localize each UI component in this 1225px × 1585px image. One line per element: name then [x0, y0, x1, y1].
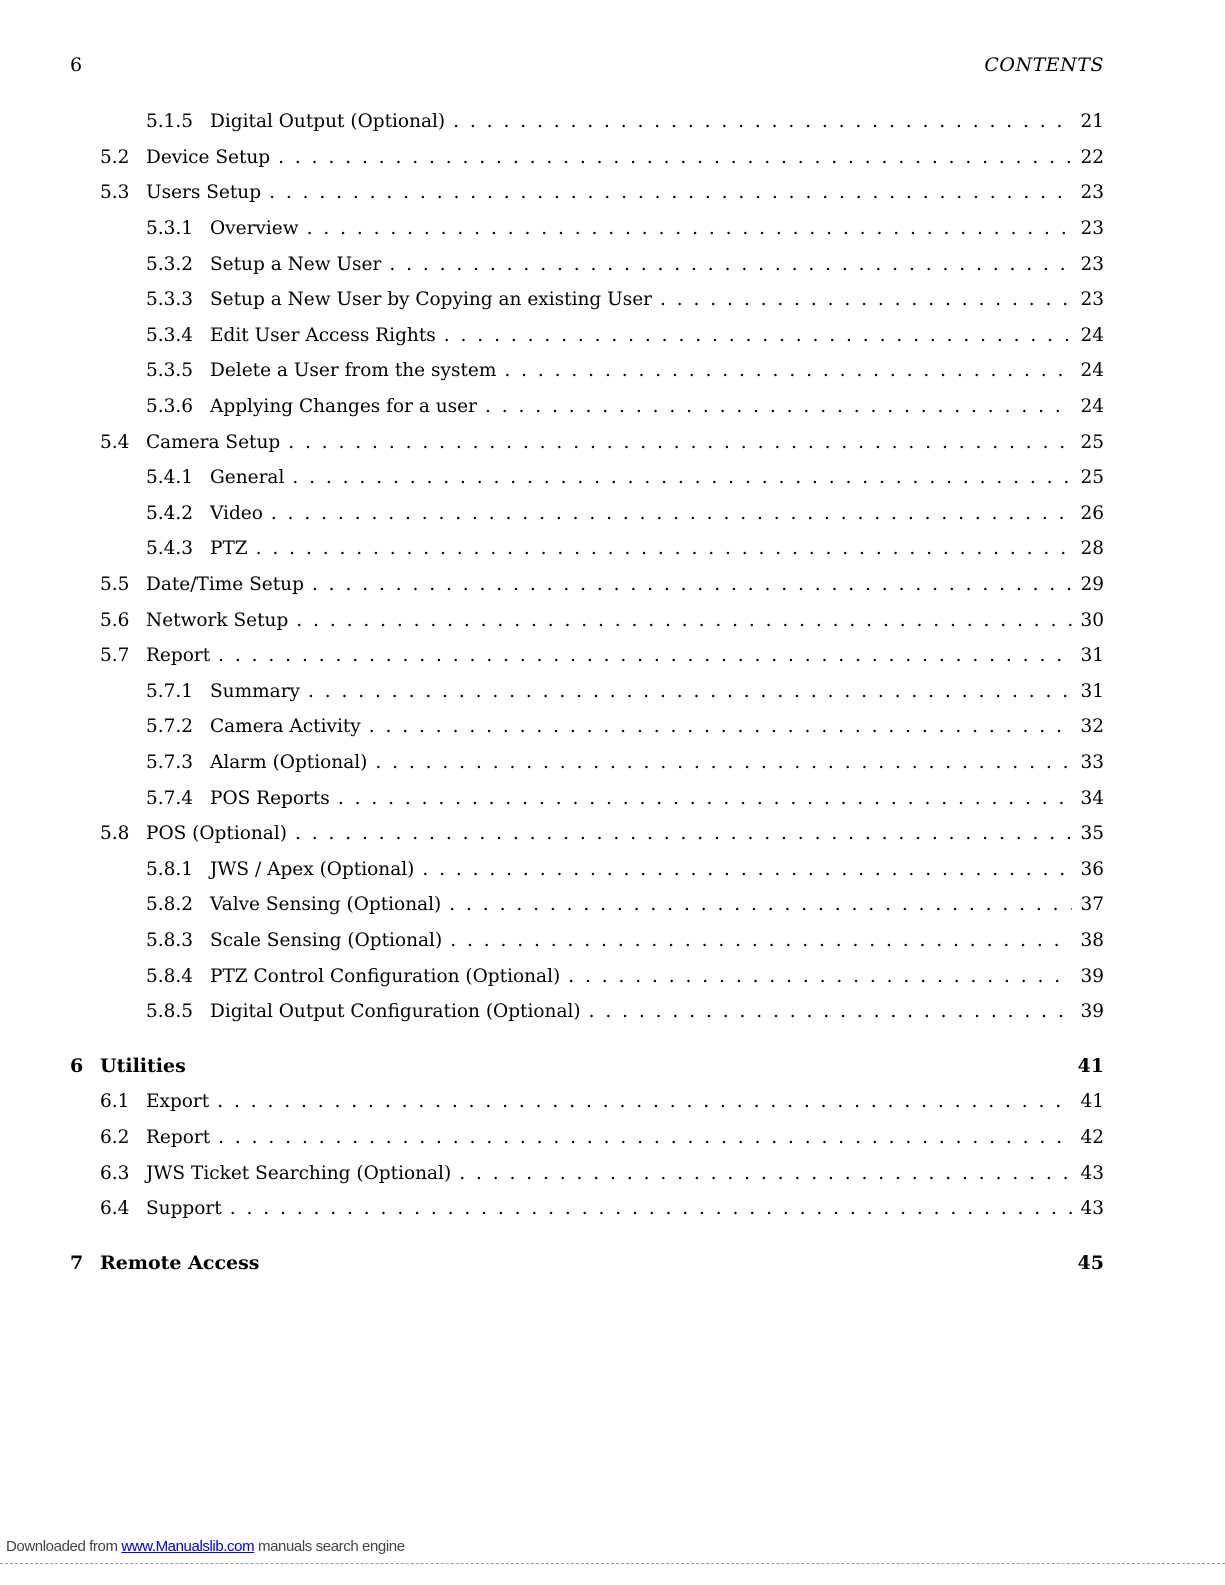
- entry-page: 36: [1080, 858, 1104, 880]
- entry-title: PTZ Control Configuration (Optional): [210, 965, 561, 987]
- entry-title: JWS Ticket Searching (Optional): [146, 1162, 452, 1184]
- toc-entry[interactable]: [70, 460, 1104, 496]
- entry-title: Setup a New User: [210, 253, 382, 275]
- entry-page: 38: [1080, 929, 1104, 951]
- dot-leader: [589, 1001, 1073, 1022]
- entry-number: 5.8.2: [146, 894, 194, 916]
- entry-page: 31: [1080, 680, 1104, 702]
- toc-entry[interactable]: [70, 851, 1104, 887]
- entry-number: 5.1.5: [146, 111, 194, 133]
- entry-page: 25: [1080, 467, 1104, 489]
- dot-leader: [312, 574, 1073, 595]
- dot-leader: [218, 1127, 1072, 1148]
- toc-entry[interactable]: [70, 211, 1104, 247]
- entry-page: 21: [1080, 111, 1104, 133]
- entry-title: Users Setup: [146, 182, 262, 204]
- table-of-contents: [70, 104, 1104, 1281]
- dot-leader: [660, 289, 1072, 310]
- entry-page: 31: [1080, 645, 1104, 667]
- entry-number: 5.3.6: [146, 396, 194, 418]
- entry-number: 5.3.3: [146, 289, 194, 311]
- toc-entry[interactable]: [70, 994, 1104, 1030]
- entry-page: 23: [1080, 218, 1104, 240]
- entry-title: Camera Setup: [146, 431, 281, 453]
- running-head-title: CONTENTS: [984, 54, 1104, 76]
- entry-page: 24: [1080, 396, 1104, 418]
- entry-page: 37: [1080, 894, 1104, 916]
- toc-entry[interactable]: [70, 567, 1104, 603]
- dot-leader: [422, 859, 1072, 880]
- toc-entry[interactable]: [70, 1191, 1104, 1227]
- toc-entry[interactable]: [70, 175, 1104, 211]
- entry-title: Summary: [210, 680, 300, 702]
- entry-number: 5.4: [100, 431, 130, 453]
- toc-entry[interactable]: [70, 496, 1104, 532]
- entry-number: 5.3: [100, 182, 130, 204]
- entry-title: POS (Optional): [146, 823, 287, 845]
- entry-title: Scale Sensing (Optional): [210, 929, 443, 951]
- download-footer: [6, 1538, 405, 1555]
- entry-page: 30: [1080, 609, 1104, 631]
- dot-leader: [504, 360, 1072, 381]
- entry-title: Applying Changes for a user: [210, 396, 477, 418]
- toc-chapter[interactable]: [70, 1048, 1104, 1084]
- entry-number: 5.8.3: [146, 929, 194, 951]
- entry-page: 23: [1080, 253, 1104, 275]
- footer-divider: [0, 1563, 1225, 1564]
- page-number: 6: [70, 54, 83, 76]
- entry-title: Device Setup: [146, 146, 271, 168]
- entry-page: 42: [1080, 1126, 1104, 1148]
- entry-title: General: [210, 467, 285, 489]
- entry-page: 28: [1080, 538, 1104, 560]
- entry-number: 5.7.1: [146, 680, 194, 702]
- entry-number: 5.8.1: [146, 858, 194, 880]
- entry-number: 5.3.4: [146, 324, 194, 346]
- entry-title: Setup a New User by Copying an existing User: [210, 289, 653, 311]
- dot-leader: [338, 788, 1073, 809]
- entry-page: 32: [1080, 716, 1104, 738]
- dot-leader: [271, 503, 1073, 524]
- toc-entry[interactable]: [70, 1084, 1104, 1120]
- toc-entry[interactable]: [70, 1155, 1104, 1191]
- entry-title: Camera Activity: [210, 716, 361, 738]
- entry-page: 24: [1080, 324, 1104, 346]
- dot-leader: [269, 182, 1072, 203]
- dot-leader: [375, 752, 1072, 773]
- entry-title: Overview: [210, 218, 299, 240]
- entry-page: 22: [1080, 146, 1104, 168]
- entry-number: 5.7.2: [146, 716, 194, 738]
- entry-number: 5.6: [100, 609, 130, 631]
- entry-number: 5.4.1: [146, 467, 194, 489]
- toc-entry[interactable]: [70, 887, 1104, 923]
- chapter-page: 41: [1077, 1055, 1104, 1078]
- dot-leader: [449, 894, 1072, 915]
- entry-number: 5.3.1: [146, 218, 194, 240]
- entry-title: Date/Time Setup: [146, 574, 304, 596]
- entry-page: 23: [1080, 182, 1104, 204]
- entry-number: 5.4.2: [146, 502, 194, 524]
- toc-entry[interactable]: [70, 745, 1104, 781]
- entry-page: 39: [1080, 1001, 1104, 1023]
- entry-title: Valve Sensing (Optional): [210, 894, 442, 916]
- toc-entry[interactable]: [70, 104, 1104, 140]
- dot-leader: [256, 538, 1073, 559]
- entry-page: 23: [1080, 289, 1104, 311]
- entry-page: 43: [1080, 1162, 1104, 1184]
- dot-leader: [485, 396, 1072, 417]
- toc-entry[interactable]: [70, 674, 1104, 710]
- entry-page: 33: [1080, 751, 1104, 773]
- toc-entry[interactable]: [70, 780, 1104, 816]
- entry-title: PTZ: [210, 538, 248, 560]
- manualslib-link[interactable]: www.Manualslib.com: [121, 1538, 255, 1555]
- entry-number: 6.2: [100, 1126, 130, 1148]
- dot-leader: [295, 823, 1072, 844]
- dot-leader: [218, 645, 1072, 666]
- entry-number: 6.3: [100, 1162, 130, 1184]
- chapter-number: 7: [70, 1252, 84, 1275]
- toc-entry[interactable]: [70, 318, 1104, 354]
- entry-title: Edit User Access Rights: [210, 324, 436, 346]
- toc-entry[interactable]: [70, 923, 1104, 959]
- toc-entry[interactable]: [70, 638, 1104, 674]
- dot-leader: [453, 111, 1072, 132]
- entry-number: 6.1: [100, 1091, 130, 1113]
- entry-number: 5.8: [100, 823, 130, 845]
- entry-page: 39: [1080, 965, 1104, 987]
- chapter-page: 45: [1077, 1252, 1104, 1275]
- dot-leader: [278, 147, 1072, 168]
- entry-title: Report: [146, 645, 211, 667]
- entry-number: 5.7.4: [146, 787, 194, 809]
- toc-chapter[interactable]: [70, 1245, 1104, 1281]
- dot-leader: [296, 610, 1072, 631]
- dot-leader: [369, 716, 1073, 737]
- dot-leader: [568, 966, 1072, 987]
- entry-title: Export: [146, 1091, 210, 1113]
- entry-page: 25: [1080, 431, 1104, 453]
- entry-title: Report: [146, 1126, 211, 1148]
- footer-suffix: manuals search engine: [257, 1538, 405, 1555]
- entry-title: Video: [210, 502, 263, 524]
- entry-page: 26: [1080, 502, 1104, 524]
- chapter-number: 6: [70, 1055, 84, 1078]
- entry-title: Digital Output (Optional): [210, 111, 446, 133]
- entry-number: 5.3.2: [146, 253, 194, 275]
- entry-page: 24: [1080, 360, 1104, 382]
- toc-entry[interactable]: [70, 1120, 1104, 1156]
- toc-entry[interactable]: [70, 140, 1104, 176]
- toc-entry[interactable]: [70, 531, 1104, 567]
- toc-entry[interactable]: [70, 958, 1104, 994]
- entry-title: Digital Output Configuration (Optional): [210, 1001, 581, 1023]
- entry-title: Network Setup: [146, 609, 289, 631]
- toc-entry[interactable]: [70, 816, 1104, 852]
- entry-title: POS Reports: [210, 787, 330, 809]
- entry-page: 41: [1080, 1091, 1104, 1113]
- toc-entry[interactable]: [70, 353, 1104, 389]
- dot-leader: [307, 218, 1073, 239]
- entry-number: 6.4: [100, 1198, 130, 1220]
- dot-leader: [230, 1198, 1073, 1219]
- chapter-title: Remote Access: [100, 1252, 260, 1275]
- entry-title: Alarm (Optional): [210, 751, 368, 773]
- toc-entry[interactable]: [70, 709, 1104, 745]
- dot-leader: [389, 254, 1072, 275]
- entry-number: 5.4.3: [146, 538, 194, 560]
- dot-leader: [459, 1163, 1072, 1184]
- entry-page: 29: [1080, 574, 1104, 596]
- dot-leader: [292, 467, 1072, 488]
- entry-number: 5.5: [100, 574, 130, 596]
- toc-entry[interactable]: [70, 602, 1104, 638]
- entry-title: JWS / Apex (Optional): [210, 858, 415, 880]
- entry-number: 5.7: [100, 645, 130, 667]
- toc-entry[interactable]: [70, 246, 1104, 282]
- entry-number: 5.8.5: [146, 1001, 194, 1023]
- entry-page: 35: [1080, 823, 1104, 845]
- dot-leader: [450, 930, 1072, 951]
- entry-number: 5.8.4: [146, 965, 194, 987]
- toc-entry[interactable]: [70, 389, 1104, 425]
- toc-entry[interactable]: [70, 282, 1104, 318]
- toc-entry[interactable]: [70, 424, 1104, 460]
- entry-number: 5.3.5: [146, 360, 194, 382]
- entry-title: Delete a User from the system: [210, 360, 497, 382]
- entry-number: 5.7.3: [146, 751, 194, 773]
- footer-prefix: Downloaded from: [6, 1538, 118, 1555]
- dot-leader: [444, 325, 1073, 346]
- page-header: [70, 52, 1104, 78]
- entry-title: Support: [146, 1198, 222, 1220]
- entry-number: 5.2: [100, 146, 130, 168]
- entry-page: 34: [1080, 787, 1104, 809]
- dot-leader: [308, 681, 1072, 702]
- chapter-title: Utilities: [100, 1055, 186, 1078]
- entry-page: 43: [1080, 1198, 1104, 1220]
- dot-leader: [288, 432, 1072, 453]
- dot-leader: [217, 1091, 1072, 1112]
